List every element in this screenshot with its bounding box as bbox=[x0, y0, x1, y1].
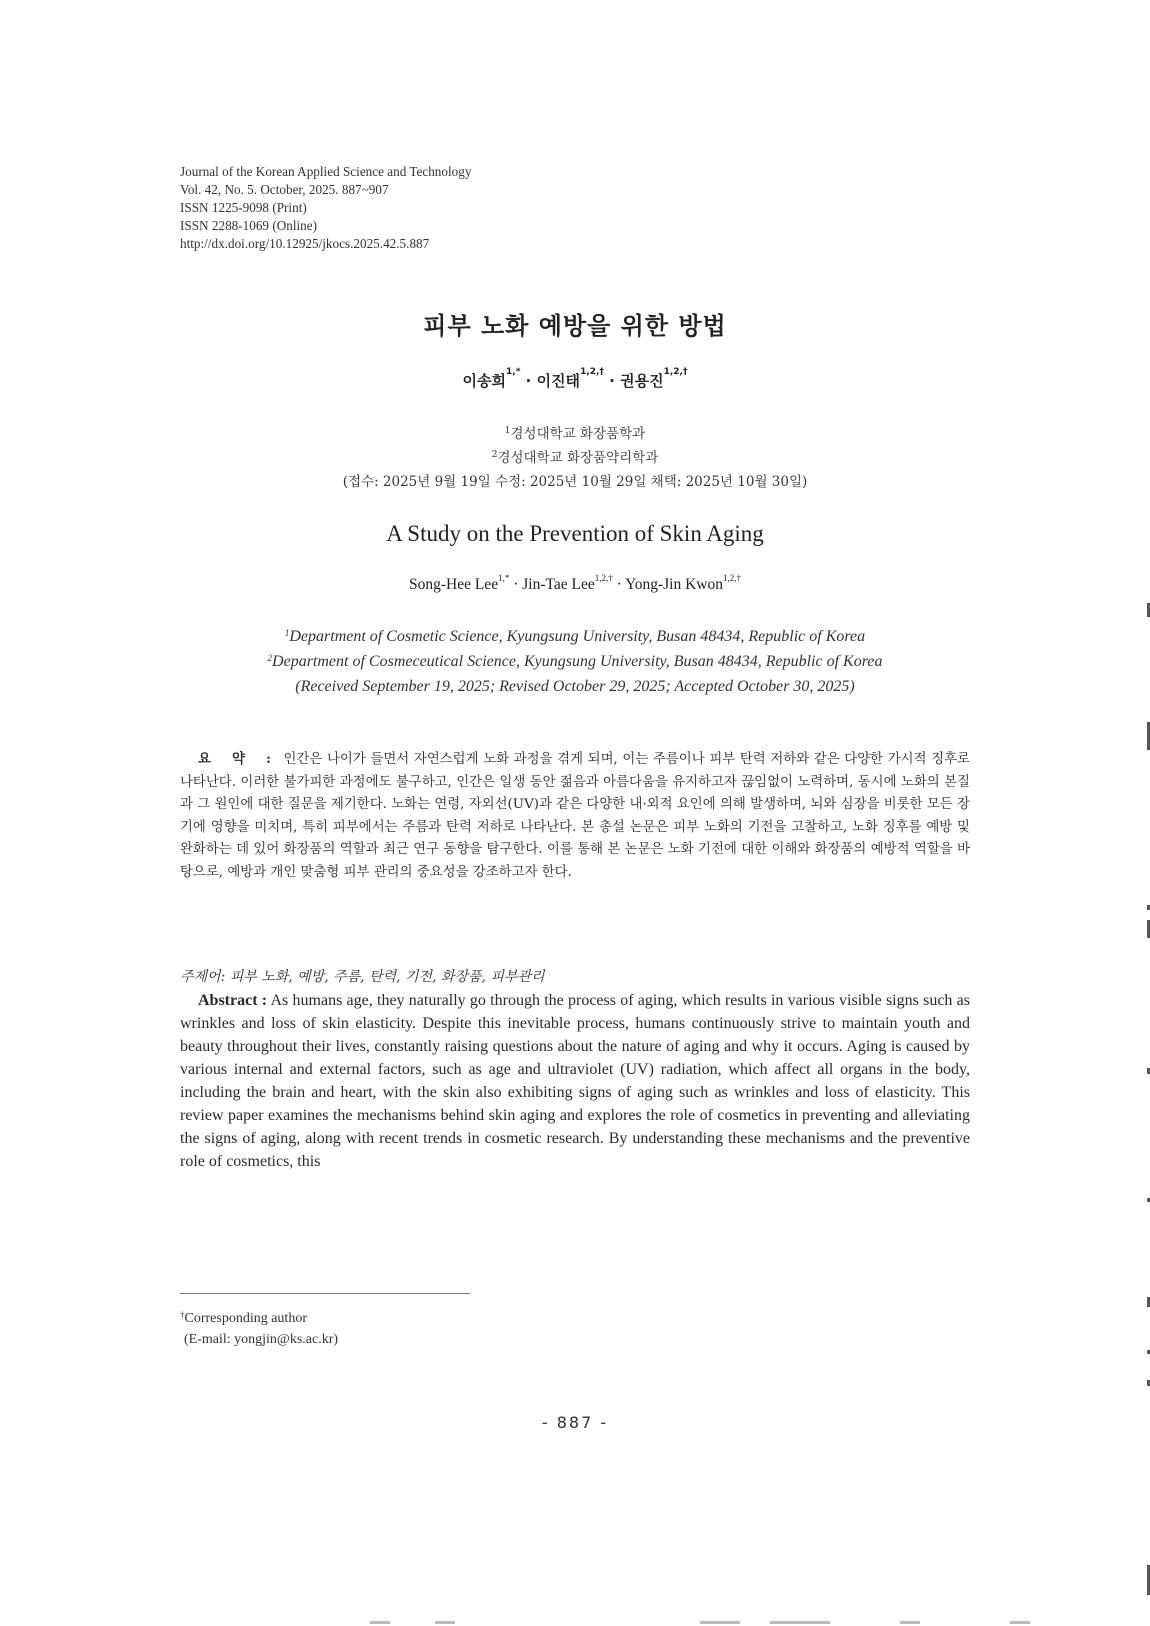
author-separator: · bbox=[612, 576, 626, 593]
korean-title: 피부 노화 예방을 위한 방법 bbox=[423, 312, 727, 340]
korean-authors bbox=[0, 367, 1150, 391]
affiliation-marker: 2 bbox=[267, 653, 273, 663]
author-affiliation-marker: 1,2,† bbox=[723, 573, 741, 583]
affiliation-line bbox=[0, 422, 1150, 446]
page-number: - 887 - bbox=[541, 1413, 609, 1432]
korean-dates: (접수: 2025년 9월 19일 수정: 2025년 10월 29일 채택: 2025년 10월 30일) bbox=[342, 474, 808, 490]
issn-online: ISSN 2288-1069 (Online) bbox=[180, 218, 317, 233]
affiliation-line bbox=[0, 446, 1150, 470]
affiliation-marker: 1 bbox=[504, 426, 511, 436]
author-name: Song-Hee Lee bbox=[408, 576, 499, 593]
author-name: 권용진 bbox=[620, 372, 664, 390]
author-separator: · bbox=[603, 372, 621, 390]
edge-mark bbox=[700, 1621, 740, 1624]
author-affiliation-marker: 1,* bbox=[498, 573, 510, 583]
author-affiliation-marker: 1,2,† bbox=[663, 367, 688, 377]
english-authors bbox=[0, 573, 1150, 594]
issn-print: ISSN 1225-9098 (Print) bbox=[180, 200, 307, 215]
author-name: 이진태 bbox=[536, 372, 581, 390]
affiliation-line bbox=[0, 624, 1150, 649]
edge-mark bbox=[770, 1621, 830, 1624]
affiliation-text: 경성대학교 화장품약리학과 bbox=[497, 450, 659, 466]
author-name: Jin-Tae Lee bbox=[522, 576, 595, 593]
affiliation-text: Department of Cosmetic Science, Kyungsung University, Busan 48434, Republic of Korea bbox=[289, 628, 866, 645]
corresponding-author-label: Corresponding author bbox=[184, 1311, 307, 1326]
english-abstract bbox=[180, 989, 970, 1173]
korean-abstract-label: 요 약 : bbox=[198, 751, 279, 767]
korean-affiliations bbox=[0, 422, 1150, 494]
journal-name: Journal of the Korean Applied Science and Technology bbox=[180, 164, 472, 179]
english-abstract-label: Abstract : bbox=[198, 992, 268, 1009]
journal-header bbox=[180, 163, 471, 253]
corresponding-email: (E-mail: yongjin@ks.ac.kr) bbox=[184, 1332, 339, 1347]
english-dates: (Received September 19, 2025; Revised October 29, 2025; Accepted October 30, 2025) bbox=[295, 678, 855, 695]
corresponding-author-line bbox=[180, 1308, 338, 1329]
english-title: A Study on the Prevention of Skin Aging bbox=[386, 521, 764, 546]
edge-mark bbox=[435, 1621, 455, 1624]
english-affiliations bbox=[0, 624, 1150, 699]
affiliation-text: Department of Cosmeceutical Science, Kyungsung University, Busan 48434, Republic of Korea bbox=[272, 653, 883, 670]
korean-keywords: 주제어: 피부 노화, 예방, 주름, 탄력, 기전, 화장품, 피부관리 bbox=[180, 969, 545, 985]
affiliation-marker: 2 bbox=[491, 450, 498, 460]
edge-mark bbox=[370, 1621, 390, 1624]
author-name: 이송희 bbox=[462, 372, 507, 390]
affiliation-text: 경성대학교 화장품학과 bbox=[510, 426, 646, 442]
edge-mark bbox=[900, 1621, 920, 1624]
author-affiliation-marker: 1,2,† bbox=[580, 367, 604, 377]
affiliation-marker: 1 bbox=[284, 628, 290, 638]
author-separator: · bbox=[520, 372, 537, 390]
edge-mark bbox=[1010, 1621, 1030, 1624]
affiliation-line bbox=[0, 649, 1150, 674]
author-affiliation-marker: 1,2,† bbox=[594, 573, 613, 583]
doi-link[interactable]: http://dx.doi.org/10.12925/jkocs.2025.42.5.887 bbox=[180, 236, 430, 251]
author-name: Yong-Jin Kwon bbox=[625, 576, 723, 593]
author-separator: · bbox=[509, 576, 523, 593]
dagger-marker: † bbox=[180, 1310, 185, 1320]
korean-abstract bbox=[180, 748, 970, 885]
english-abstract-text: As humans age, they naturally go through the process of aging, which results in various visible signs such as wrinkles and loss of skin elasticity. Despite this inevitable process, humans continuously strive to maintain youth and beauty throughout their lives, constantly raising questions about the nature of aging and why it occurs. Aging is caused by various internal and external factors, such as age and ultraviolet (UV) radiation, which affect all organs in the body, including the brain and heart, with the skin also exhibiting signs of aging such as wrinkles and loss of elasticity. This review paper examines the mechanisms behind skin aging and explores the role of cosmetics in preventing and alleviating the signs of aging, along with recent trends in cosmetic research. By understanding these mechanisms and the preventive role of cosmetics, this bbox=[180, 992, 970, 1170]
footnote-divider bbox=[180, 1293, 470, 1294]
journal-volume: Vol. 42, No. 5. October, 2025. 887~907 bbox=[180, 182, 389, 197]
footnote bbox=[180, 1308, 338, 1350]
author-affiliation-marker: 1,* bbox=[506, 367, 521, 377]
korean-abstract-text: 인간은 나이가 들면서 자연스럽게 노화 과정을 겪게 되며, 이는 주름이나 피부 탄력 저하와 같은 다양한 가시적 징후로 나타난다. 이러한 불가피한 과정에도 불구하고, 인간은 일생 동안 젊음과 아름다움을 유지하고자 끊임없이 노력하며, 동시에 노화의 본질과 그 원인에 대한 질문을 제기한다. 노화는 연령, 자외선(UV)과 같은 다양한 내·외적 요인에 의해 발생하며, 뇌와 심장을 비롯한 모든 장기에 영향을 미치며, 특히 피부에서는 주름과 탄력 저하로 나타난다. 본 총설 논문은 피부 노화의 기전을 고찰하고, 노화 징후를 예방 및 완화하는 데 있어 화장품의 역할과 최근 연구 동향을 탐구한다. 이를 통해 본 논문은 노화 기전에 대한 이해와 화장품의 예방적 역할을 바탕으로, 예방과 개인 맞춤형 피부 관리의 중요성을 강조하고자 한다. bbox=[180, 752, 970, 880]
